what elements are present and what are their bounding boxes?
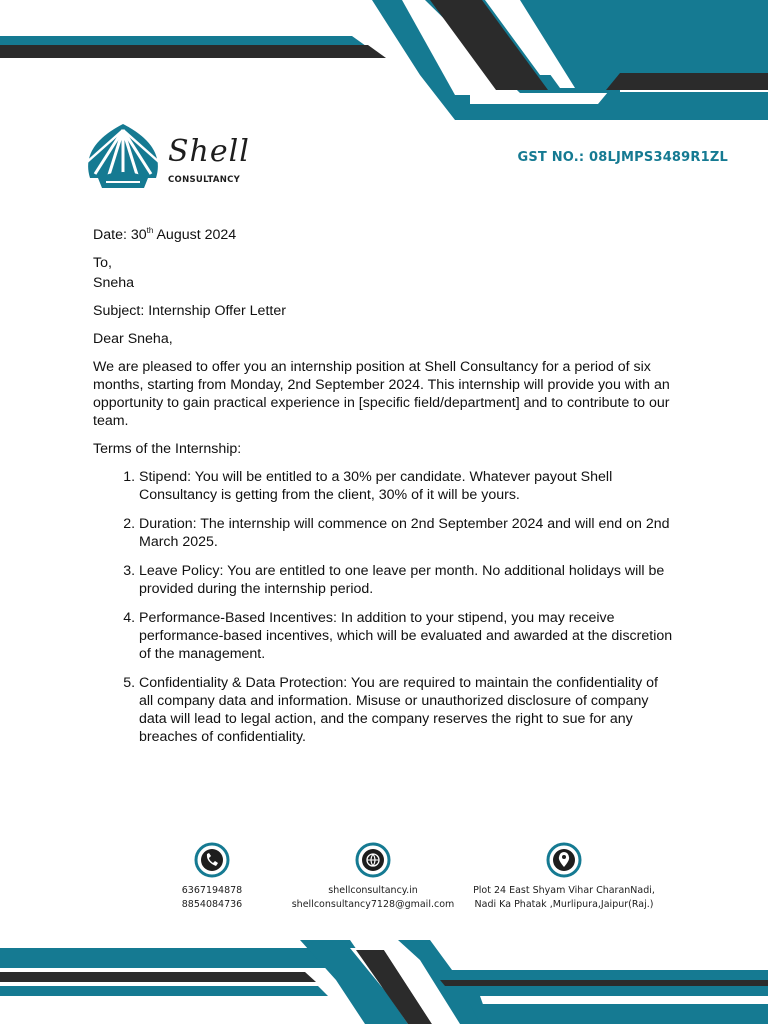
shell-logo-icon — [78, 116, 168, 192]
list-item: 4. Performance-Based Incentives: In addition to your stipend, you may receive performance-based incentives, which will be evaluated and awarded at the discretion of the management. — [139, 609, 673, 663]
website: shellconsultancy.in — [328, 885, 418, 896]
footer-teal-band — [0, 948, 340, 968]
list-item: 3. Leave Policy: You are entitled to one leave per month. No additional holidays will be provided during the internship period. — [139, 562, 673, 598]
header-dark-band — [0, 45, 386, 58]
globe-icon — [355, 842, 391, 878]
letter-body — [93, 226, 673, 757]
phone-number-2: 8854084736 — [181, 899, 243, 910]
terms-heading: Terms of the Internship: — [93, 441, 242, 457]
letter-recipient: Sneha — [93, 275, 135, 291]
letter-intro: We are pleased to offer you an internship position at Shell Consultancy for a period of six months, starting from Monday, 2nd September 2024. This internship will provide you with an opportunity to gain practical experience in [specific field/department] and to contribute to our team. — [93, 359, 670, 429]
header-teal-band — [0, 36, 366, 46]
letter-subject: Subject: Internship Offer Letter — [93, 303, 286, 319]
contact-web — [283, 842, 463, 912]
phone-number-1: 6367194878 — [181, 885, 243, 896]
phone-icon — [194, 842, 230, 878]
email: shellconsultancy7128@gmail.com — [291, 899, 455, 910]
letter-date: Date: 30th August 2024 — [93, 226, 237, 243]
address-line-1: Plot 24 East Shyam Vihar CharanNadi, — [473, 885, 655, 896]
list-item: 2. Duration: The internship will commence on 2nd September 2024 and will end on 2nd March 2025. — [139, 515, 673, 551]
gst-number: GST NO.: 08LJMPS3489R1ZL — [517, 150, 728, 165]
letter-salutation: Dear Sneha, — [93, 331, 173, 347]
contact-phone — [162, 842, 262, 912]
company-logo — [78, 116, 268, 196]
location-pin-icon — [546, 842, 582, 878]
logo-wordmark: Shell — [168, 134, 250, 169]
logo-subtitle: CONSULTANCY — [168, 175, 241, 185]
contact-address — [466, 842, 662, 912]
terms-list — [93, 468, 673, 746]
header-decoration — [0, 0, 768, 120]
footer-dark-band — [0, 972, 316, 982]
list-item: 5. Confidentiality & Data Protection: You are required to maintain the confidentiality of all company data and information. Misuse or unauthorized disclosure of company data will lead to legal action, and the company reserves the right to sue for any breaches of confidentiality. — [139, 674, 673, 746]
letter-to: To, — [93, 255, 112, 271]
address-line-2: Nadi Ka Phatak ,Murlipura,Jaipur(Raj.) — [474, 899, 654, 910]
footer-decoration — [0, 940, 768, 1024]
list-item: 1. Stipend: You will be entitled to a 30% per candidate. Whatever payout Shell Consultancy is getting from the client, 30% of it will be yours. — [139, 468, 673, 504]
